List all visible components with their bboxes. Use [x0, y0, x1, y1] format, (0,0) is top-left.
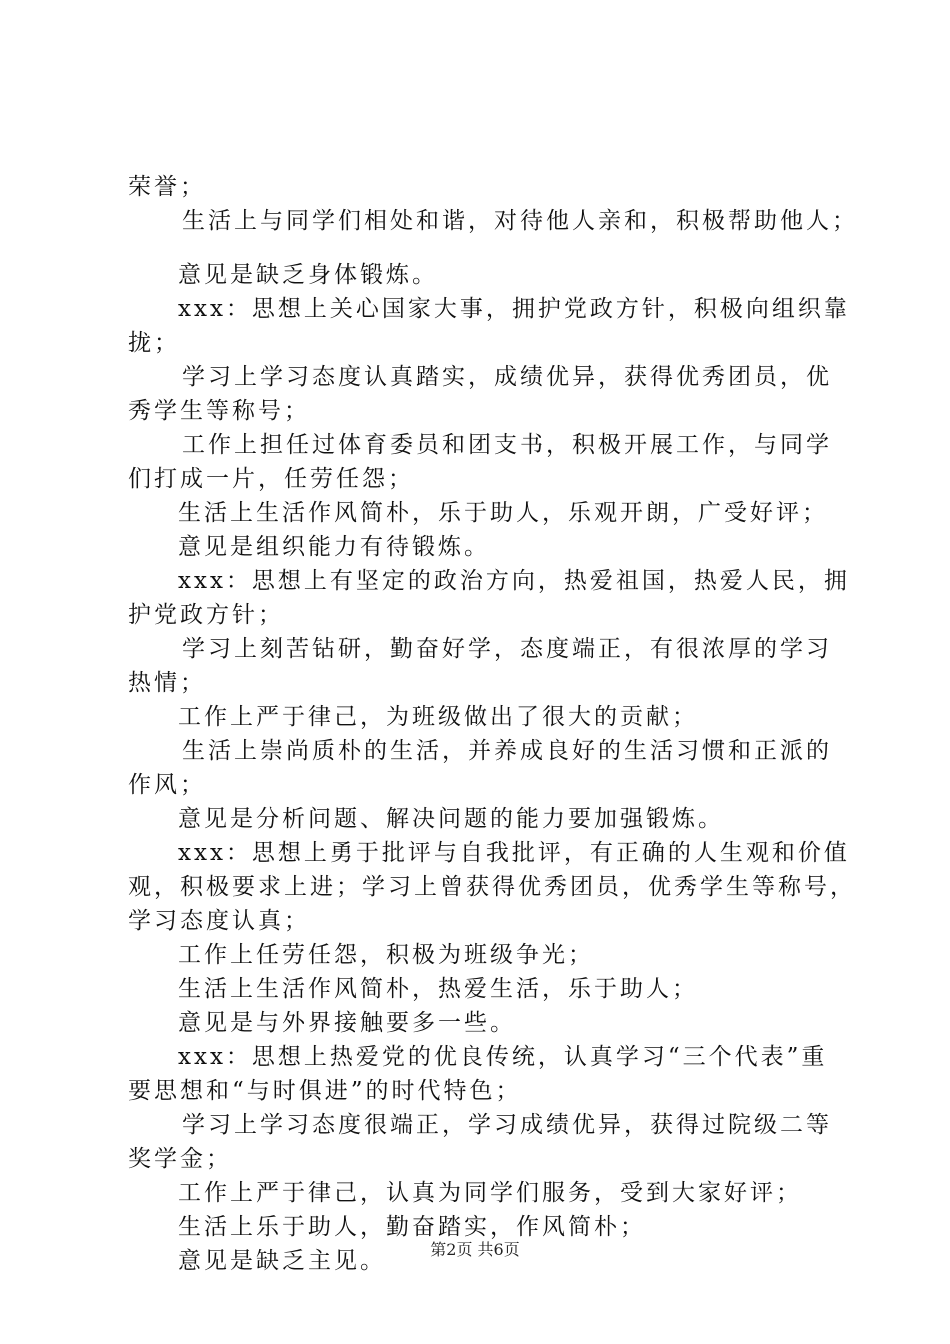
text-line: xxx：思想上有坚定的政治方向，热爱祖国，热爱人民，拥 — [178, 568, 850, 594]
text-line: 意见是分析问题、解决问题的能力要加强锻炼。 — [178, 806, 724, 832]
text-line: 秀学生等称号； — [128, 398, 310, 424]
text-line: 生活上生活作风简朴，热爱生活，乐于助人； — [178, 976, 698, 1002]
text-line: 观，积极要求上进；学习上曾获得优秀团员，优秀学生等称号， — [128, 874, 856, 900]
text-line: xxx：思想上勇于批评与自我批评，有正确的人生观和价值 — [178, 840, 850, 866]
text-line: 意见是与外界接触要多一些。 — [178, 1010, 516, 1036]
text-line: 热情； — [128, 670, 206, 696]
text-line: 工作上严于律己，认真为同学们服务，受到大家好评； — [178, 1180, 802, 1206]
text-line: 工作上严于律己，为班级做出了很大的贡献； — [178, 704, 698, 730]
text-line: 作风； — [128, 772, 206, 798]
document-body — [128, 170, 858, 1278]
text-line: 生活上与同学们相处和谐，对待他人亲和，积极帮助他人； — [182, 208, 858, 234]
text-line: 们打成一片，任劳任怨； — [128, 466, 414, 492]
text-line: xxx：思想上热爱党的优良传统，认真学习“三个代表”重 — [178, 1044, 828, 1070]
text-line: 荣誉； — [128, 174, 206, 200]
text-line: 学习上学习态度很端正，学习成绩优异，获得过院级二等 — [182, 1112, 832, 1138]
text-line: 拢； — [128, 330, 180, 356]
text-line: 意见是缺乏身体锻炼。 — [178, 262, 438, 288]
text-line: 护党政方针； — [128, 602, 284, 628]
text-line: 生活上崇尚质朴的生活，并养成良好的生活习惯和正派的 — [182, 738, 832, 764]
text-line: 奖学金； — [128, 1146, 232, 1172]
text-line: 意见是组织能力有待锻炼。 — [178, 534, 490, 560]
text-line: xxx：思想上关心国家大事，拥护党政方针，积极向组织靠 — [178, 296, 850, 322]
page-number-footer: 第2页 共6页 — [430, 1240, 520, 1259]
text-line: 生活上乐于助人，勤奋踏实，作风简朴； — [178, 1214, 646, 1240]
text-line: 学习上刻苦钻研，勤奋好学，态度端正，有很浓厚的学习 — [182, 636, 832, 662]
text-line: 工作上担任过体育委员和团支书，积极开展工作，与同学 — [182, 432, 832, 458]
text-line: 意见是缺乏主见。 — [178, 1248, 386, 1274]
text-line: 要思想和“与时俱进”的时代特色； — [128, 1078, 522, 1104]
text-line: 学习态度认真； — [128, 908, 310, 934]
text-line: 工作上任劳任怨，积极为班级争光； — [178, 942, 594, 968]
text-line: 学习上学习态度认真踏实，成绩优异，获得优秀团员，优 — [182, 364, 832, 390]
text-line: 生活上生活作风简朴，乐于助人，乐观开朗，广受好评； — [178, 500, 828, 526]
